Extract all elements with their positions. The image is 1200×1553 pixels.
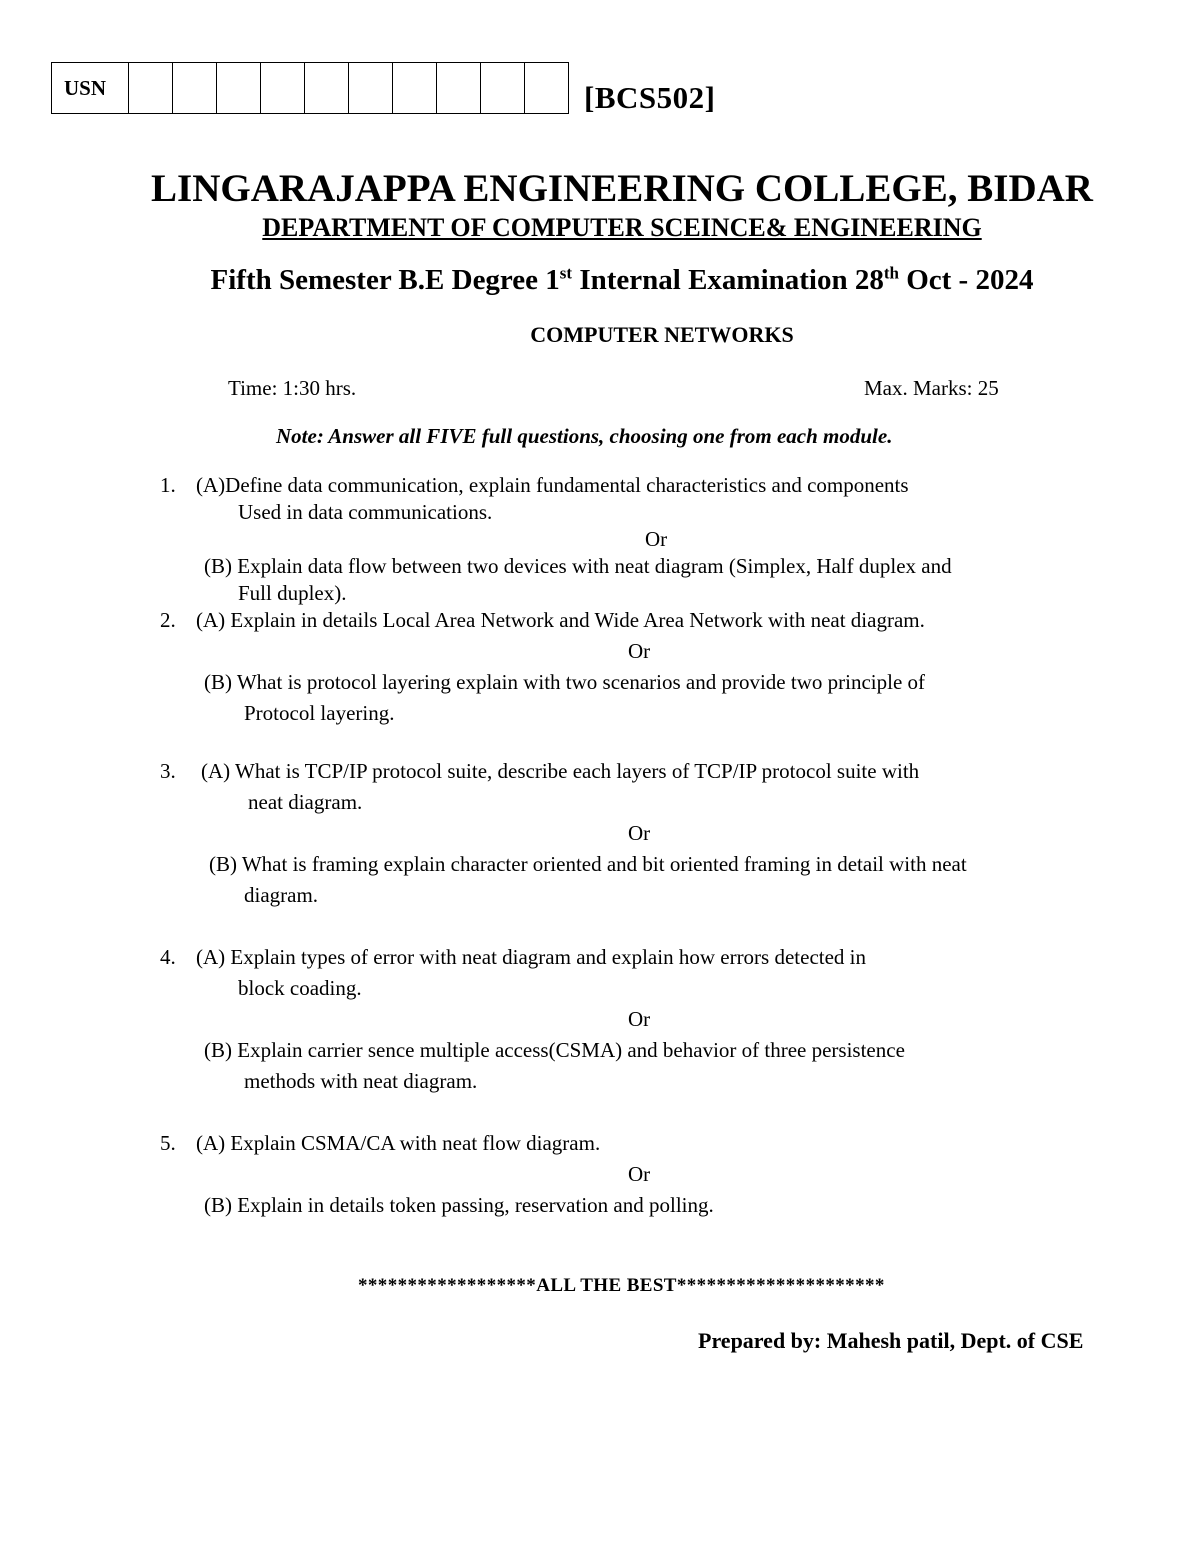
college-name: LINGARAJAPPA ENGINEERING COLLEGE, BIDAR	[151, 167, 1093, 210]
exam-title-sup: th	[883, 263, 899, 283]
question-4b: (B) Explain carrier sence multiple access(CSMA) and behavior of three persistence	[204, 1038, 905, 1062]
question-number: 4.	[160, 945, 176, 969]
prepared-by: Prepared by: Mahesh patil, Dept. of CSE	[698, 1328, 1084, 1353]
question-5b: (B) Explain in details token passing, reservation and polling.	[204, 1193, 714, 1217]
usn-digit-box	[525, 63, 569, 114]
instructions-note: Note: Answer all FIVE full questions, choosing one from each module.	[276, 424, 893, 448]
or-separator: Or	[628, 1162, 651, 1186]
usn-digit-box	[173, 63, 217, 114]
question-4a-cont: block coading.	[238, 976, 362, 1000]
usn-label: USN	[52, 63, 129, 114]
or-separator: Or	[628, 1007, 651, 1031]
question-3b: (B) What is framing explain character oriented and bit oriented framing in detail with neat	[209, 852, 967, 876]
question-1a: (A)Define data communication, explain fundamental characteristics and components	[196, 473, 909, 497]
department-name: DEPARTMENT OF COMPUTER SCEINCE& ENGINEERING	[262, 213, 982, 242]
usn-digit-box	[437, 63, 481, 114]
or-separator: Or	[628, 821, 651, 845]
usn-digit-box	[393, 63, 437, 114]
exam-title-part: Fifth Semester B.E Degree 1	[210, 264, 560, 296]
question-2a: (A) Explain in details Local Area Network and Wide Area Network with neat diagram.	[196, 608, 925, 632]
exam-title-part: Internal Examination 28	[572, 264, 884, 296]
exam-time: Time: 1:30 hrs.	[228, 376, 357, 400]
question-number: 5.	[160, 1131, 176, 1155]
usn-digit-box	[261, 63, 305, 114]
question-4a: (A) Explain types of error with neat diagram and explain how errors detected in	[196, 945, 867, 969]
exam-title	[22, 264, 1200, 297]
usn-box	[51, 62, 569, 114]
question-4b-cont: methods with neat diagram.	[244, 1069, 478, 1093]
usn-digit-box	[305, 63, 349, 114]
question-number: 2.	[160, 608, 176, 632]
question-number: 3.	[160, 759, 176, 783]
question-2b: (B) What is protocol layering explain with two scenarios and provide two principle of	[204, 670, 926, 694]
usn-digit-box	[349, 63, 393, 114]
question-5a: (A) Explain CSMA/CA with neat flow diagram.	[196, 1131, 601, 1155]
best-wishes: ******************ALL THE BEST*********************	[358, 1275, 885, 1296]
subject-title: COMPUTER NETWORKS	[530, 322, 794, 347]
exam-title-part: Oct - 2024	[898, 264, 1034, 296]
max-marks: Max. Marks: 25	[864, 376, 999, 400]
question-3a-cont: neat diagram.	[248, 790, 363, 814]
question-1b-cont: Full duplex).	[238, 581, 347, 605]
question-3a: (A) What is TCP/IP protocol suite, describe each layers of TCP/IP protocol suite with	[201, 759, 920, 783]
question-number: 1.	[160, 473, 176, 497]
or-separator: Or	[645, 527, 668, 551]
usn-digit-box	[481, 63, 525, 114]
question-3b-cont: diagram.	[244, 883, 319, 907]
or-separator: Or	[628, 639, 651, 663]
exam-title-sup: st	[559, 263, 573, 283]
question-1a-cont: Used in data communications.	[238, 500, 493, 524]
usn-digit-box	[217, 63, 261, 114]
question-2b-cont: Protocol layering.	[244, 701, 395, 725]
question-1b: (B) Explain data flow between two devices with neat diagram (Simplex, Half duplex and	[204, 554, 952, 578]
course-code: [BCS502]	[584, 80, 716, 115]
usn-digit-box	[129, 63, 173, 114]
